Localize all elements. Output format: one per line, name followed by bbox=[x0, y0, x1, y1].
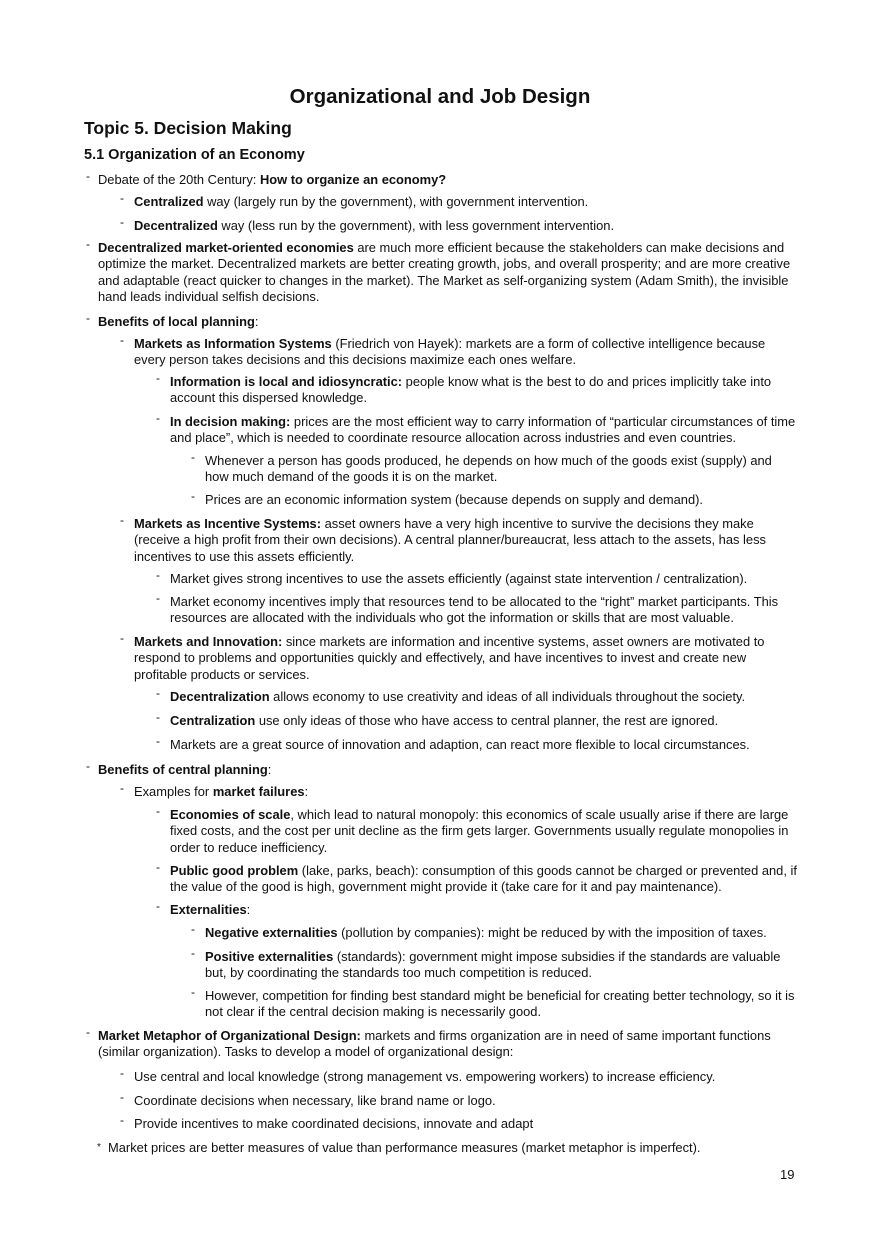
bold-term: Economies of scale bbox=[170, 807, 291, 822]
list-item bbox=[86, 759, 798, 778]
item-text: (standards): government might impose subsidies if the standards are valuable but, by coordinating the standards too much competition is reduced. bbox=[205, 949, 781, 981]
bullet-marker: - bbox=[156, 371, 160, 385]
item-text: markets and firms organization are in need of same important functions (similar organization). Tasks to develop a model of organizational design: bbox=[98, 1028, 771, 1060]
list-item bbox=[191, 489, 798, 508]
item-text: use only ideas of those who have access to central planner, the rest are ignored. bbox=[255, 713, 719, 728]
list-item bbox=[86, 1025, 798, 1061]
list-item bbox=[120, 631, 798, 683]
item-text: way (largely run by the government), with government intervention. bbox=[203, 194, 589, 209]
bold-term: Decentralized market-oriented economies bbox=[98, 240, 354, 255]
item-text: (pollution by companies): might be reduced by with the imposition of taxes. bbox=[337, 925, 767, 940]
item-text: since markets are information and incentive systems, asset owners are motivated to respond to problems and opportunities quickly and effectively, and have incentives to invest and create new profitable products or services. bbox=[134, 634, 765, 682]
bullet-marker: - bbox=[191, 946, 195, 960]
list-item bbox=[120, 215, 798, 234]
list-item bbox=[191, 946, 798, 982]
bullet-marker: - bbox=[120, 781, 124, 795]
bullet-marker: - bbox=[120, 1066, 124, 1080]
item-text: Whenever a person has goods produced, he depends on how much of the goods exist (supply) and how much demand of the goods it is on the market. bbox=[205, 453, 772, 485]
list-item bbox=[156, 371, 798, 407]
item-text: Market prices are better measures of value than performance measures (market metaphor is imperfect). bbox=[108, 1140, 701, 1155]
item-text: (lake, parks, beach): consumption of this goods cannot be charged or prevented and, if the value of the good is high, government might provide it (take care for it and pay maintenance). bbox=[170, 863, 797, 895]
item-text: Markets are a great source of innovation and adaption, can react more flexible to local circumstances. bbox=[170, 737, 750, 752]
list-item bbox=[120, 1090, 798, 1109]
topic-heading: Topic 5. Decision Making bbox=[84, 118, 292, 138]
list-item bbox=[156, 686, 798, 705]
bullet-marker: - bbox=[156, 899, 160, 913]
bullet-marker: - bbox=[120, 513, 124, 527]
bullet-marker: - bbox=[86, 237, 90, 251]
bold-term: Centralization bbox=[170, 713, 256, 728]
bullet-marker: - bbox=[191, 450, 195, 464]
item-text: Use central and local knowledge (strong management vs. empowering workers) to increase efficiency. bbox=[134, 1069, 716, 1084]
list-item bbox=[156, 860, 798, 896]
bullet-marker: - bbox=[86, 759, 90, 773]
item-text: way (less run by the government), with less government intervention. bbox=[217, 218, 615, 233]
list-item bbox=[86, 237, 798, 305]
bullet-marker: - bbox=[120, 215, 124, 229]
item-text: are much more efficient because the stakeholders can make decisions and optimize the market. Decentralized markets are better creating growth, jobs, and overall prosperity; and are more creative and adaptable (react quicker to changes in the market). The Market as self-organizing system (Adam Smith), the invisible hand leads individual selfish decisions. bbox=[98, 240, 791, 304]
bullet-marker: - bbox=[156, 710, 160, 724]
item-text: Coordinate decisions when necessary, like brand name or logo. bbox=[134, 1093, 496, 1108]
bullet-marker: * bbox=[97, 1142, 101, 1153]
list-item bbox=[120, 333, 798, 369]
bullet-marker: - bbox=[120, 333, 124, 347]
bullet-marker: - bbox=[191, 922, 195, 936]
list-item bbox=[156, 568, 798, 587]
item-text: asset owners have a very high incentive to survive the decisions they make (receive a high profit from their own decisions). A central planner/bureaucrat, less attach to the assets, has less incentives to use this assets efficiently. bbox=[134, 516, 766, 564]
item-text: Market gives strong incentives to use the assets efficiently (against state intervention / centralization). bbox=[170, 571, 748, 586]
bold-term: How to organize an economy? bbox=[259, 172, 447, 187]
bold-term: Markets and Innovation: bbox=[134, 634, 283, 649]
bullet-marker: - bbox=[191, 489, 195, 503]
list-item bbox=[97, 1140, 798, 1156]
bold-term: Negative externalities bbox=[205, 925, 338, 940]
bold-term: Markets as Information Systems bbox=[134, 336, 332, 351]
bold-term: In decision making: bbox=[170, 414, 291, 429]
bold-term: Markets as Incentive Systems: bbox=[134, 516, 322, 531]
list-item bbox=[156, 710, 798, 729]
bold-term: Benefits of local planning bbox=[98, 314, 255, 329]
list-item bbox=[120, 1113, 798, 1132]
bold-term: Public good problem bbox=[170, 863, 299, 878]
bullet-marker: - bbox=[156, 804, 160, 818]
item-text: Provide incentives to make coordinated decisions, innovate and adapt bbox=[134, 1116, 534, 1131]
list-item bbox=[120, 1066, 798, 1085]
bold-term: Decentralized bbox=[134, 218, 218, 233]
bold-term: Decentralization bbox=[170, 689, 270, 704]
bullet-marker: - bbox=[156, 860, 160, 874]
list-item bbox=[191, 450, 798, 486]
item-text: Debate of the 20th Century: bbox=[98, 172, 260, 187]
bold-term: Externalities bbox=[170, 902, 247, 917]
item-text: : bbox=[254, 314, 259, 329]
bullet-marker: - bbox=[86, 169, 90, 183]
item-text: : bbox=[304, 784, 309, 799]
list-item bbox=[120, 191, 798, 210]
list-item bbox=[156, 591, 798, 627]
item-text: , which lead to natural monopoly: this economics of scale usually arise if there are large fixed costs, and the cost per unit decline as the firm gets larger. Governments usually regulate monopolies in order to reduce inefficiency. bbox=[170, 807, 789, 855]
list-item bbox=[156, 899, 798, 918]
bullet-marker: - bbox=[120, 191, 124, 205]
section-heading: 5.1 Organization of an Economy bbox=[84, 147, 305, 163]
list-item bbox=[86, 169, 798, 188]
list-item bbox=[120, 781, 798, 800]
page-number: 19 bbox=[780, 1167, 795, 1182]
document-title: Organizational and Job Design bbox=[289, 85, 591, 108]
item-text: Prices are an economic information system (because depends on supply and demand). bbox=[205, 492, 703, 507]
bold-term: Market Metaphor of Organizational Design: bbox=[98, 1028, 361, 1043]
bold-term: market failures bbox=[212, 784, 305, 799]
bullet-marker: - bbox=[120, 1113, 124, 1127]
list-item bbox=[86, 311, 798, 330]
list-item bbox=[191, 985, 798, 1021]
list-item bbox=[191, 922, 798, 941]
bold-term: Information is local and idiosyncratic: bbox=[170, 374, 403, 389]
item-text: allows economy to use creativity and ideas of all individuals throughout the society. bbox=[269, 689, 746, 704]
item-text: Examples for bbox=[134, 784, 213, 799]
list-item bbox=[156, 734, 798, 753]
bullet-marker: - bbox=[86, 311, 90, 325]
bullet-marker: - bbox=[86, 1025, 90, 1039]
list-item bbox=[156, 804, 798, 856]
bullet-marker: - bbox=[120, 631, 124, 645]
bullet-marker: - bbox=[191, 985, 195, 999]
bold-term: Positive externalities bbox=[205, 949, 334, 964]
item-text: prices are the most efficient way to carry information of “particular circumstances of time and place”, which is needed to coordinate resource allocation across industries and even countries. bbox=[170, 414, 796, 446]
bullet-marker: - bbox=[156, 568, 160, 582]
bullet-marker: - bbox=[156, 734, 160, 748]
list-item bbox=[120, 513, 798, 565]
item-text: : bbox=[267, 762, 272, 777]
list-item bbox=[156, 411, 798, 447]
bold-term: Centralized bbox=[134, 194, 204, 209]
item-text: Market economy incentives imply that resources tend to be allocated to the “right” market participants. This resources are allocated with the individuals who got the information or skills that are most valuable. bbox=[170, 594, 779, 626]
item-text: : bbox=[246, 902, 251, 917]
bullet-marker: - bbox=[156, 686, 160, 700]
bullet-marker: - bbox=[120, 1090, 124, 1104]
bullet-marker: - bbox=[156, 411, 160, 425]
item-text: (Friedrich von Hayek): markets are a form of collective intelligence because every person takes decisions and this decisions maximize each ones welfare. bbox=[134, 336, 766, 368]
item-text: However, competition for finding best standard might be beneficial for creating better technology, so it is not clear if the central decision making is necessarily good. bbox=[205, 988, 795, 1020]
item-text: people know what is the best to do and prices implicitly take into account this dispersed knowledge. bbox=[170, 374, 772, 406]
bullet-marker: - bbox=[156, 591, 160, 605]
bold-term: Benefits of central planning bbox=[98, 762, 268, 777]
